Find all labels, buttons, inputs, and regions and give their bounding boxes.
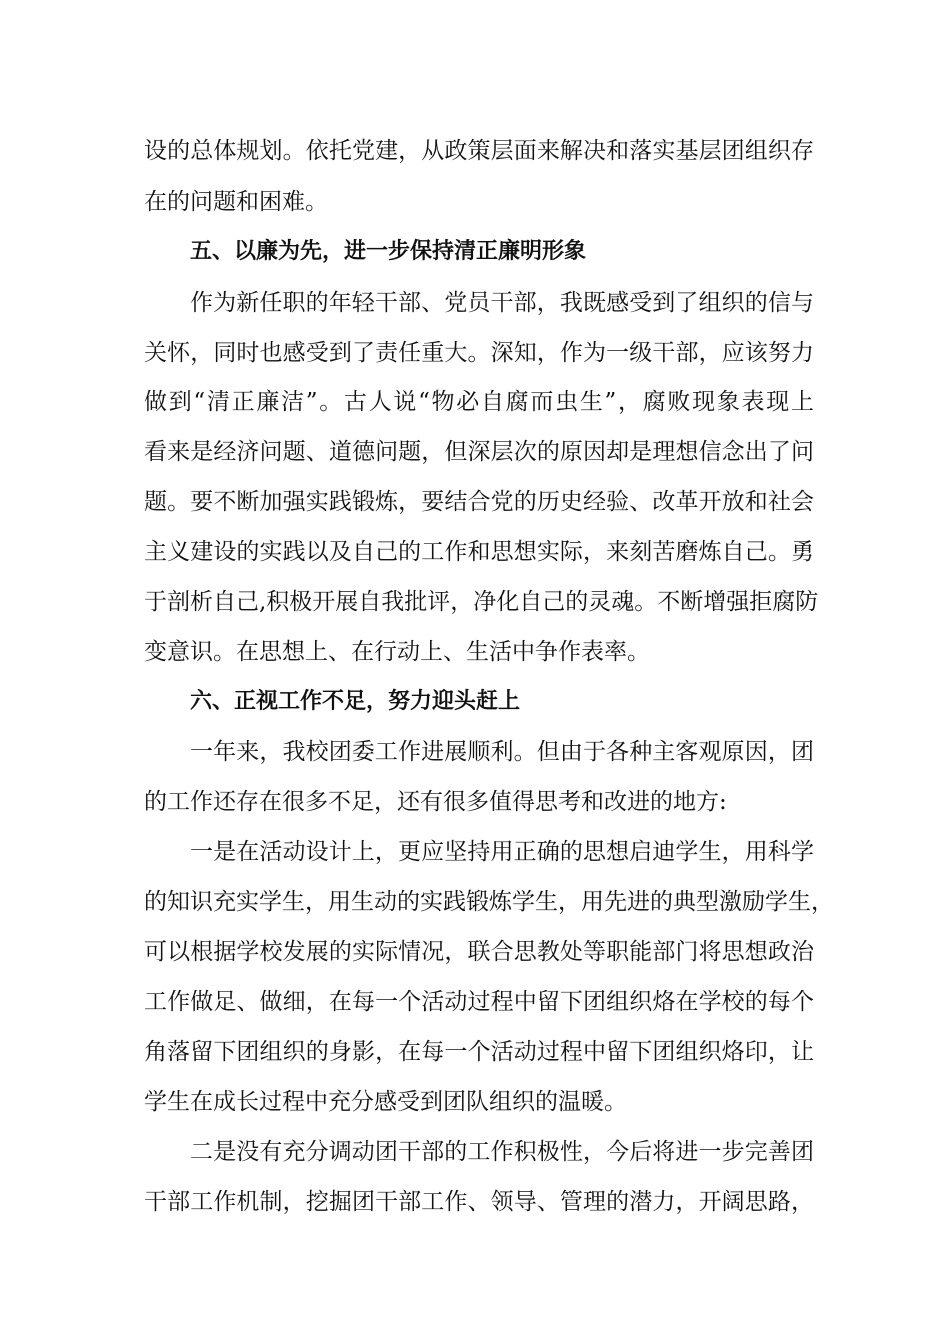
section-heading-6: 六、正视工作不足，努力迎头赶上 xyxy=(190,689,521,714)
paragraph-line: 作为新任职的年轻干部、党员干部，我既感受到了组织的信与 xyxy=(190,290,814,316)
paragraph-line: 的工作还存在很多不足，还有很多值得思考和改进的地方: xyxy=(144,789,727,815)
paragraph-line: 的知识充实学生，用生动的实践锻炼学生，用先进的典型激励学生， xyxy=(144,889,834,915)
paragraph-line: 看来是经济问题、道德问题，但深层次的原因却是理想信念出了问 xyxy=(144,439,814,465)
paragraph-line: 可以根据学校发展的实际情况，联合思教处等职能部门将思想政治 xyxy=(144,939,814,965)
paragraph-line: 一是在活动设计上，更应坚持用正确的思想启迪学生，用科学 xyxy=(190,839,814,865)
paragraph-line: 于剖析自己,积极开展自我批评，净化自己的灵魂。不断增强拒腐防 xyxy=(144,589,819,615)
paragraph-line: 学生在成长过程中充分感受到团队组织的温暖。 xyxy=(144,1089,627,1115)
paragraph-line: 二是没有充分调动团干部的工作积极性，今后将进一步完善团 xyxy=(190,1139,814,1165)
paragraph-line: 角落留下团组织的身影，在每一个活动过程中留下团组织烙印，让 xyxy=(144,1039,814,1065)
paragraph-line: 主义建设的实践以及自己的工作和思想实际，来刻苦磨炼自己。勇 xyxy=(144,539,814,565)
paragraph-line: 题。要不断加强实践锻炼，要结合党的历史经验、改革开放和社会 xyxy=(144,489,814,515)
paragraph-line: 做到“清正廉洁”。古人说“物必自腐而虫生”，腐败现象表现上 xyxy=(144,389,814,415)
paragraph-line: 变意识。在思想上、在行动上、生活中争作表率。 xyxy=(144,639,650,665)
paragraph-line: 设的总体规划。依托党建，从政策层面来解决和落实基层团组织存 xyxy=(144,138,814,164)
paragraph-line: 干部工作机制，挖掘团干部工作、领导、管理的潜力，开阔思路， xyxy=(144,1189,814,1215)
paragraph-line: 一年来，我校团委工作进展顺利。但由于各种主客观原因，团 xyxy=(190,739,814,765)
paragraph-line: 工作做足、做细，在每一个活动过程中留下团组织烙在学校的每个 xyxy=(144,989,814,1015)
paragraph-line: 关怀，同时也感受到了责任重大。深知，作为一级干部，应该努力 xyxy=(144,340,814,366)
paragraph-line: 在的问题和困难。 xyxy=(144,189,328,215)
section-heading-5: 五、以廉为先，进一步保持清正廉明形象 xyxy=(190,239,587,264)
